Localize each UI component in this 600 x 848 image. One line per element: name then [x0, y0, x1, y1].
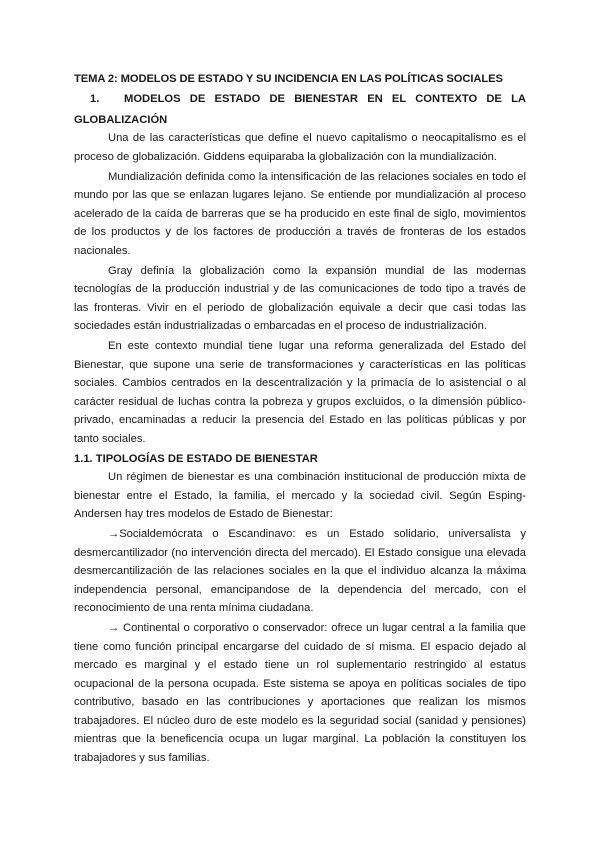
paragraph-reforma-estado: En este contexto mundial tiene lugar una reforma generalizada del Estado del Bienestar, que supone una serie de transformaciones y características en las políticas sociales. Cambios centrados en la descentralización y la primacía de lo asistencial o al carácter residual de luchas contra la pobreza y grupos excluidos, o la dimensión público-privado, encaminadas a reducir la presencia del Estado en las políticas públicas y por tanto sociales.: [74, 340, 526, 445]
paragraph-continental: → Continental o corporativo o conservador: ofrece un lugar central a la familia que tiene como función principal encargarse del cuidado de sí misma. El espacio dejado al mercado es marginal y el estado tiene un rol suplementario restringido al estatus ocupacional de la persona ocupada. Este sistema se apoya en políticas sociales de tipo contributivo, basado en las contribuciones y aportaciones que realizan los mismos trabajadores. El núcleo duro de este modelo es la seguridad social (sanidad y pensiones) mientras que la beneficencia ocupa un lugar marginal. La población la constituyen los trabajadores y sus familias.: [74, 622, 526, 764]
section-1-heading-line2: GLOBALIZACIÓN: [74, 113, 168, 126]
section-1-1-heading: 1.1. TIPOLOGÍAS DE ESTADO DE BIENESTAR: [74, 452, 318, 465]
section-1-heading-line1: MODELOS DE ESTADO DE BIENESTAR EN EL CONTEXTO DE LA: [124, 93, 526, 105]
paragraph-globalization-intro: Una de las características que define el nuevo capitalismo o neocapitalismo es el proceso de globalización. Giddens equiparaba la globalización con la mundialización.: [74, 132, 526, 163]
paragraph-socialdemocrata: →Socialdemócrata o Escandinavo: es un Estado solidario, universalista y desmercantilizador (no intervención directa del mercado). El Estado consigue una elevada desmercantilización de las relaciones sociales en la que el individuo alcanza la máxima independencia personal, emancipandose de la dependencia del mercado, con el reconocimiento de una renta mínima ciudadana.: [74, 528, 526, 614]
section-1-number: 1.: [90, 93, 100, 105]
document-title: TEMA 2: MODELOS DE ESTADO Y SU INCIDENCIA EN LAS POLÍTICAS SOCIALES: [74, 73, 503, 85]
paragraph-gray: Gray definía la globalización como la expansión mundial de las modernas tecnologías de la producción industrial y de las comunicaciones de todo tipo a través de las fronteras. Vivir en el periodo de globalización equivale a decir que casi todas las sociedades están industrializadas o embarcadas en el proceso de industrialización.: [74, 264, 526, 332]
paragraph-regimen-bienestar: Un régimen de bienestar es una combinación institucional de producción mixta de bienestar entre el Estado, la familia, el mercado y la sociedad civil. Según Esping-Andersen hay tres modelos de Estado de Bienestar:: [74, 471, 526, 520]
document-page: [74, 70, 526, 769]
paragraph-mundializacion: Mundialización definida como la intensificación de las relaciones sociales en todo el mundo por las que se enlazan lugares lejano. Se entiende por mundialización al proceso acelerado de la caída de barreras que se ha producido en este final de siglo, movimientos de los productos y de los factores de producción a través de fronteras de los estados nacionales.: [74, 170, 526, 257]
section-1-heading: [74, 90, 526, 109]
